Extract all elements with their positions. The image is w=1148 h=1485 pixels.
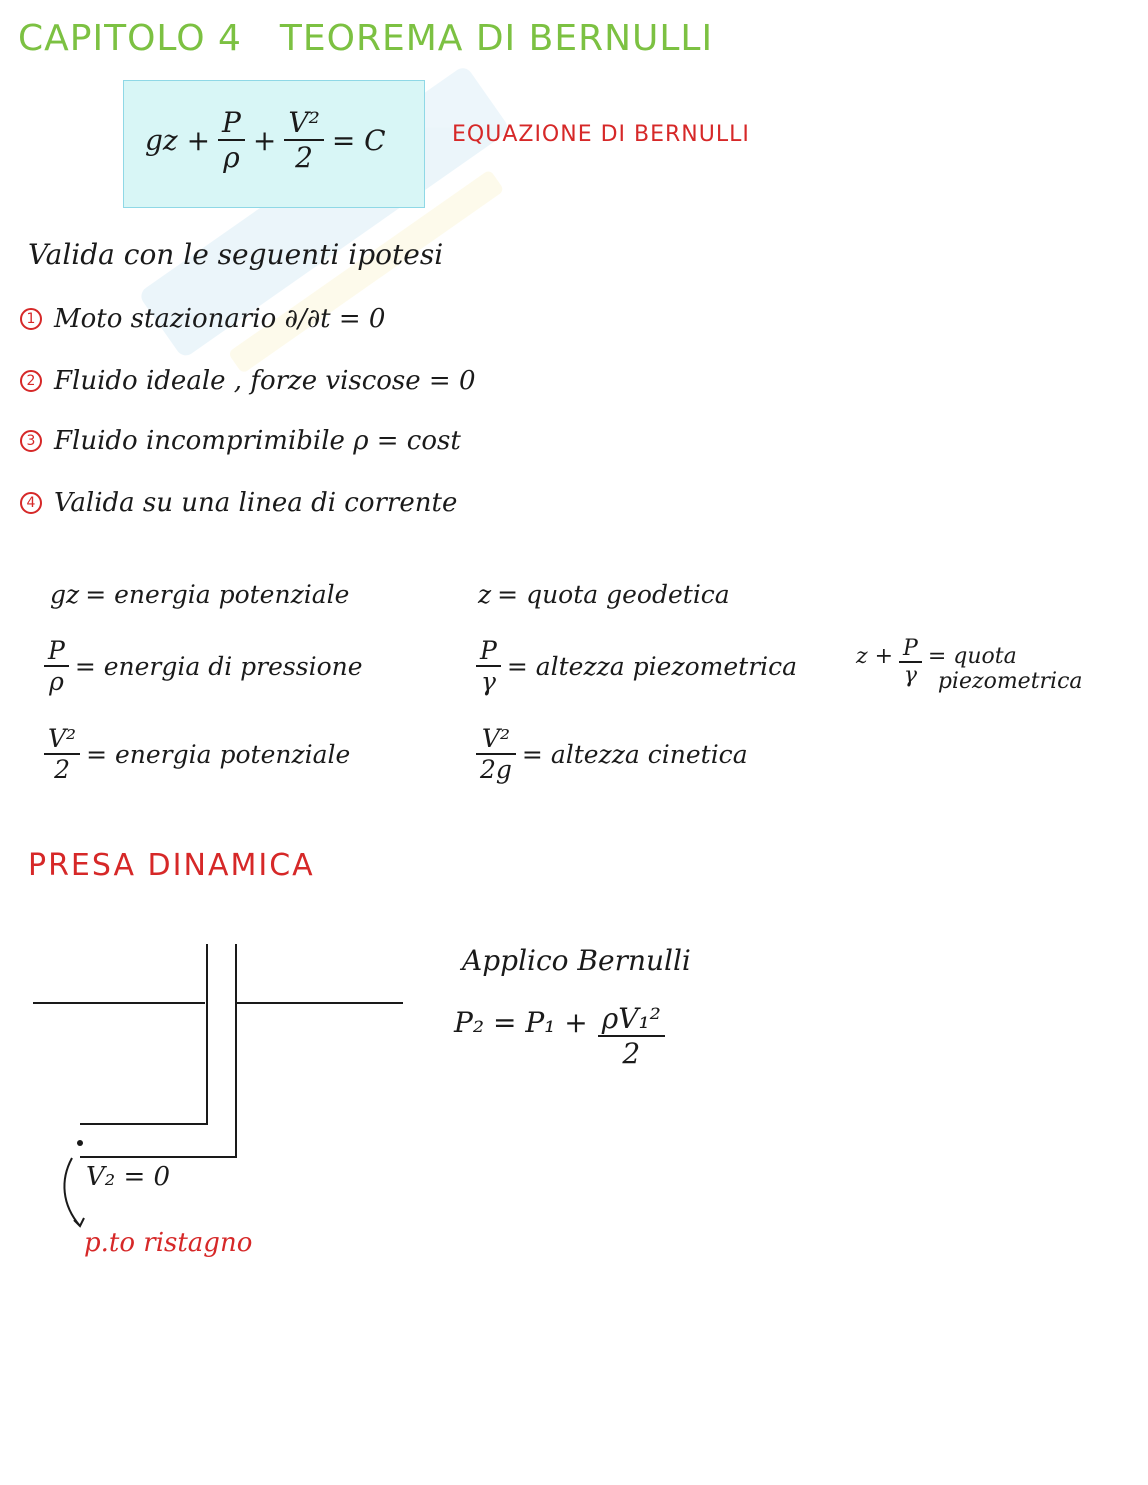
- number-circle-icon: 2: [20, 370, 42, 392]
- formula-denominator: 2: [622, 1037, 641, 1070]
- number-circle-icon: 4: [20, 492, 42, 514]
- eq-plus: +: [252, 123, 277, 157]
- def-rhs: = quota geodetica: [497, 580, 730, 609]
- def-rhs: = energia di pressione: [74, 651, 363, 681]
- eq-p-numerator: P: [222, 106, 241, 139]
- def-fraction: [476, 724, 516, 784]
- def-lhs: z +: [856, 644, 894, 669]
- definition-row-piezometric: [856, 636, 1083, 694]
- def-lhs: z: [478, 580, 492, 609]
- hypothesis-item: [20, 488, 457, 518]
- hypothesis-item: [20, 304, 385, 334]
- hypothesis-text: Fluido ideale , forze viscose = 0: [54, 366, 476, 396]
- definition-row: [478, 580, 730, 609]
- velocity-label: V₂ = 0: [86, 1162, 171, 1192]
- eq-fraction-pressure: [218, 106, 245, 174]
- eq-term-gz: gz +: [145, 123, 211, 157]
- number-circle-icon: 1: [20, 308, 42, 330]
- definition-row: [476, 636, 797, 696]
- page-title: [18, 18, 713, 59]
- definition-row: [44, 724, 350, 784]
- equation-label: EQUAZIONE DI BERNULLI: [452, 122, 750, 147]
- def-rhs: = quota: [927, 644, 1017, 669]
- def-fraction: [899, 636, 922, 688]
- number-circle-icon: 3: [20, 430, 42, 452]
- def-denominator: 2g: [480, 755, 512, 784]
- pitot-formula: [454, 1002, 665, 1070]
- def-denominator: γ: [903, 663, 918, 688]
- hypothesis-item: [20, 426, 461, 456]
- def-denominator: 2: [54, 755, 70, 784]
- hypothesis-text: Valida su una linea di corrente: [54, 488, 458, 518]
- def-numerator: P: [48, 636, 65, 665]
- formula-fraction: [598, 1002, 665, 1070]
- def-rhs: = altezza piezometrica: [506, 651, 798, 681]
- def-rhs: = energia potenziale: [85, 580, 350, 609]
- def-lhs: gz: [50, 580, 80, 609]
- hypotheses-intro: Valida con le seguenti ipotesi: [28, 238, 444, 271]
- eq-v-numerator: V²: [288, 106, 320, 139]
- eq-fraction-velocity: [284, 106, 323, 174]
- eq-rhs: = C: [331, 123, 386, 157]
- def-rhs: = energia potenziale: [86, 739, 351, 769]
- applico-text: Applico Bernulli: [462, 944, 691, 977]
- def-denominator: γ: [480, 667, 496, 696]
- def-fraction: [44, 636, 69, 696]
- def-numerator: V²: [48, 724, 77, 753]
- def-fraction: [44, 724, 80, 784]
- def-numerator: V²: [481, 724, 510, 753]
- def-rhs: piezometrica: [937, 669, 1083, 694]
- definition-row: [476, 724, 748, 784]
- stagnation-label: p.to ristagno: [84, 1228, 253, 1258]
- section-title: PRESA DINAMICA: [28, 848, 315, 883]
- definition-row: [44, 636, 363, 696]
- hypothesis-item: [20, 366, 476, 396]
- formula-lhs: P₂ = P₁ +: [454, 1006, 588, 1039]
- eq-v-denominator: 2: [295, 141, 313, 174]
- def-numerator: P: [903, 636, 918, 661]
- formula-numerator: ρV₁²: [601, 1002, 661, 1035]
- chapter-label: CAPITOLO 4: [18, 18, 242, 59]
- bernoulli-equation: [145, 106, 386, 174]
- hypothesis-text: Moto stazionario ∂/∂t = 0: [54, 304, 386, 334]
- eq-p-denominator: ρ: [223, 141, 240, 174]
- def-denominator: ρ: [49, 667, 64, 696]
- topic-label: TEOREMA DI BERNULLI: [279, 18, 714, 59]
- def-numerator: P: [480, 636, 497, 665]
- def-rhs: = altezza cinetica: [521, 739, 748, 769]
- hypothesis-text: Fluido incomprimibile ρ = cost: [54, 426, 461, 456]
- def-fraction: [476, 636, 501, 696]
- def-rhs-block: [928, 644, 1083, 694]
- pitot-tube-diagram: [0, 930, 420, 1230]
- definition-row: [50, 580, 349, 609]
